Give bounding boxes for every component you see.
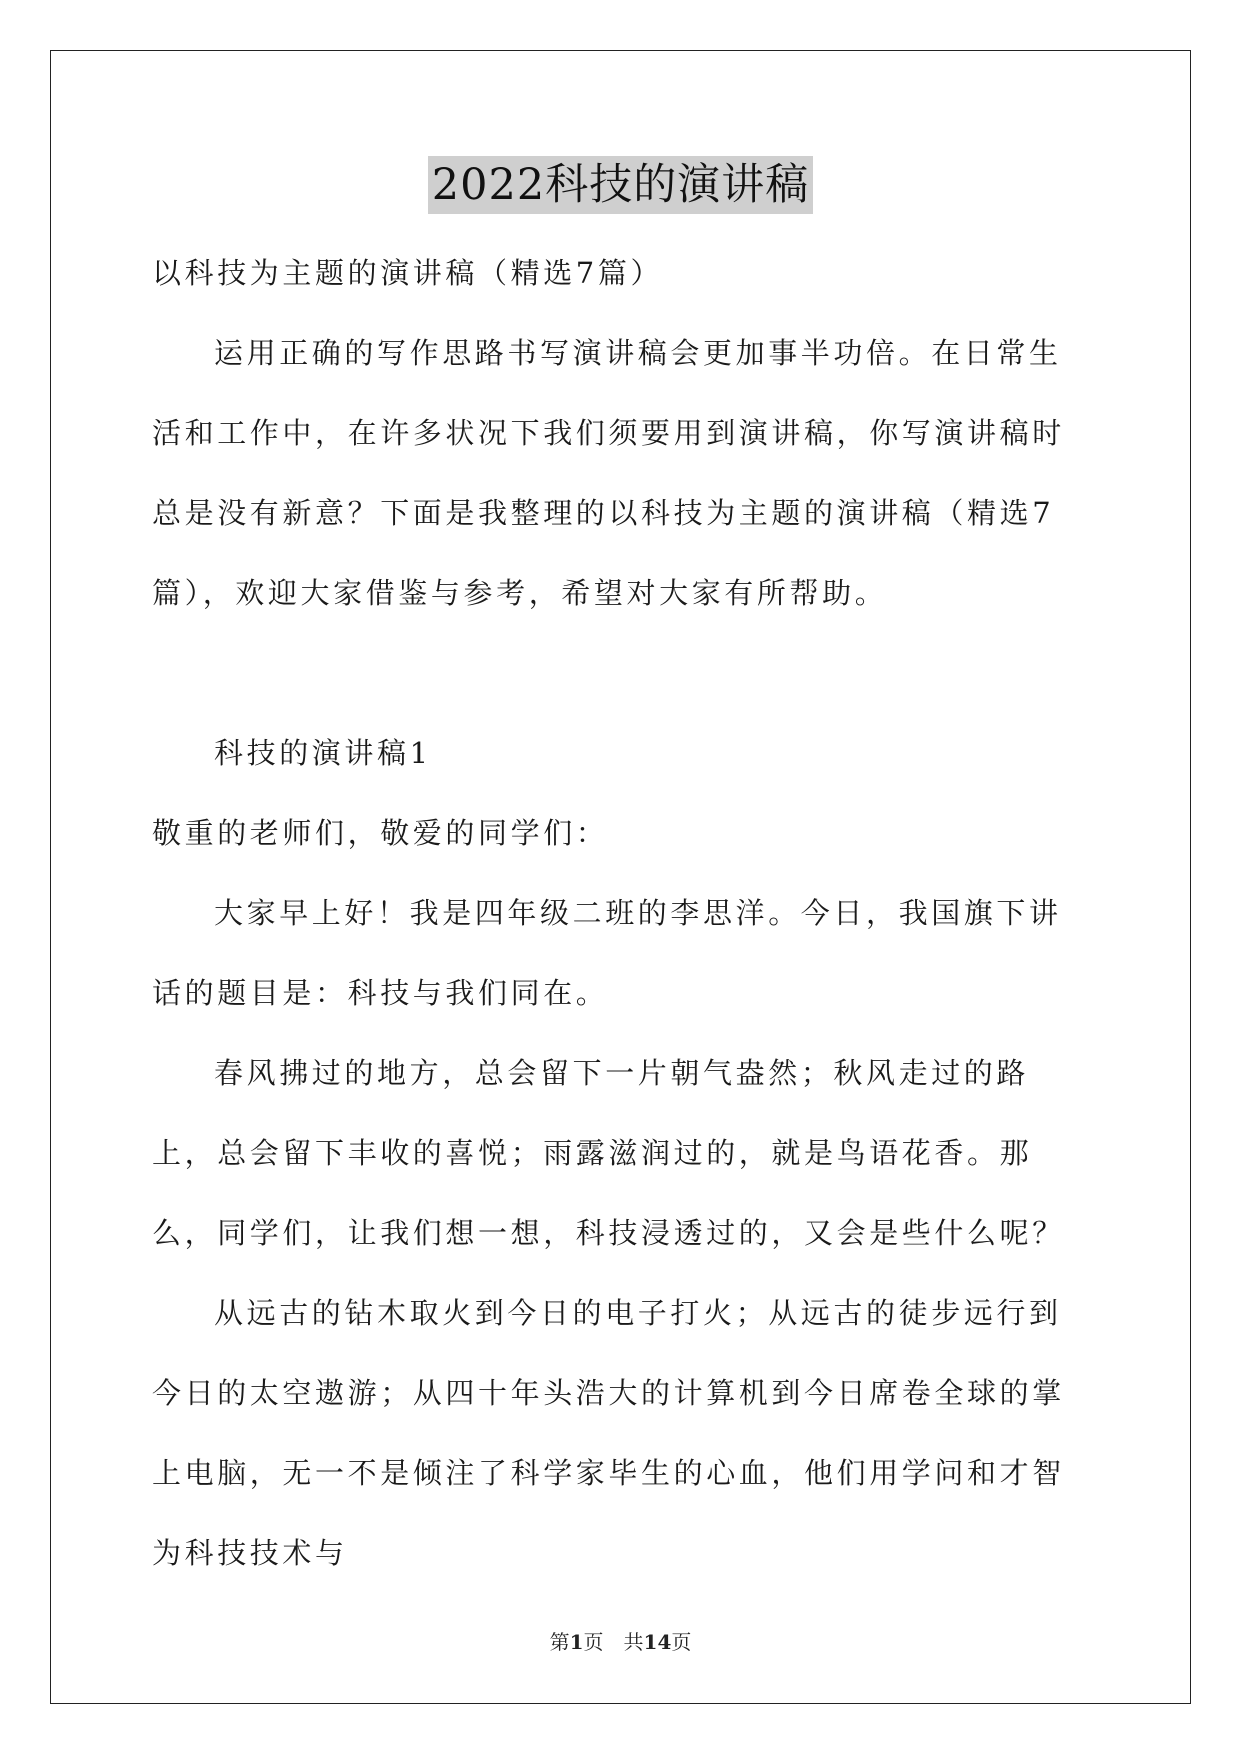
subtitle-paragraph: 以科技为主题的演讲稿（精选7篇） (152, 256, 664, 290)
footer-page-total: 14 (643, 1630, 672, 1654)
document-title: 2022科技的演讲稿 (428, 156, 813, 214)
document-body (152, 233, 1092, 1593)
footer-page-mid: 页 共 (583, 1630, 644, 1654)
body-paragraph: 春风拂过的地方，总会留下一片朝气盎然；秋风走过的路上，总会留下丰收的喜悦；雨露滋润过的，就是鸟语花香。那么，同学们，让我们想一想，科技浸透过的，又会是些什么呢？ (152, 1056, 1065, 1250)
body-paragraph: 大家早上好！我是四年级二班的李思洋。今日，我国旗下讲话的题目是：科技与我们同在。 (152, 896, 1062, 1010)
page-footer (0, 1628, 1241, 1656)
footer-page-prefix: 第 (549, 1630, 570, 1654)
footer-page-current: 1 (569, 1630, 584, 1654)
body-paragraph: 从远古的钻木取火到今日的电子打火；从远古的徒步远行到今日的太空遨游；从四十年头浩大的计算机到今日席卷全球的掌上电脑，无一不是倾注了科学家毕生的心血，他们用学问和才智为科技技术与 (152, 1296, 1065, 1570)
title-wrap (0, 156, 1241, 214)
intro-paragraph: 运用正确的写作思路书写演讲稿会更加事半功倍。在日常生活和工作中，在许多状况下我们须要用到演讲稿，你写演讲稿时总是没有新意？下面是我整理的以科技为主题的演讲稿（精选7篇），欢迎大家借鉴与参考，希望对大家有所帮助。 (152, 336, 1065, 610)
salutation-paragraph: 敬重的老师们，敬爱的同学们： (152, 816, 609, 850)
footer-page-suffix: 页 (671, 1630, 692, 1654)
blank-line (152, 633, 1092, 713)
section-heading: 科技的演讲稿1 (214, 736, 432, 770)
